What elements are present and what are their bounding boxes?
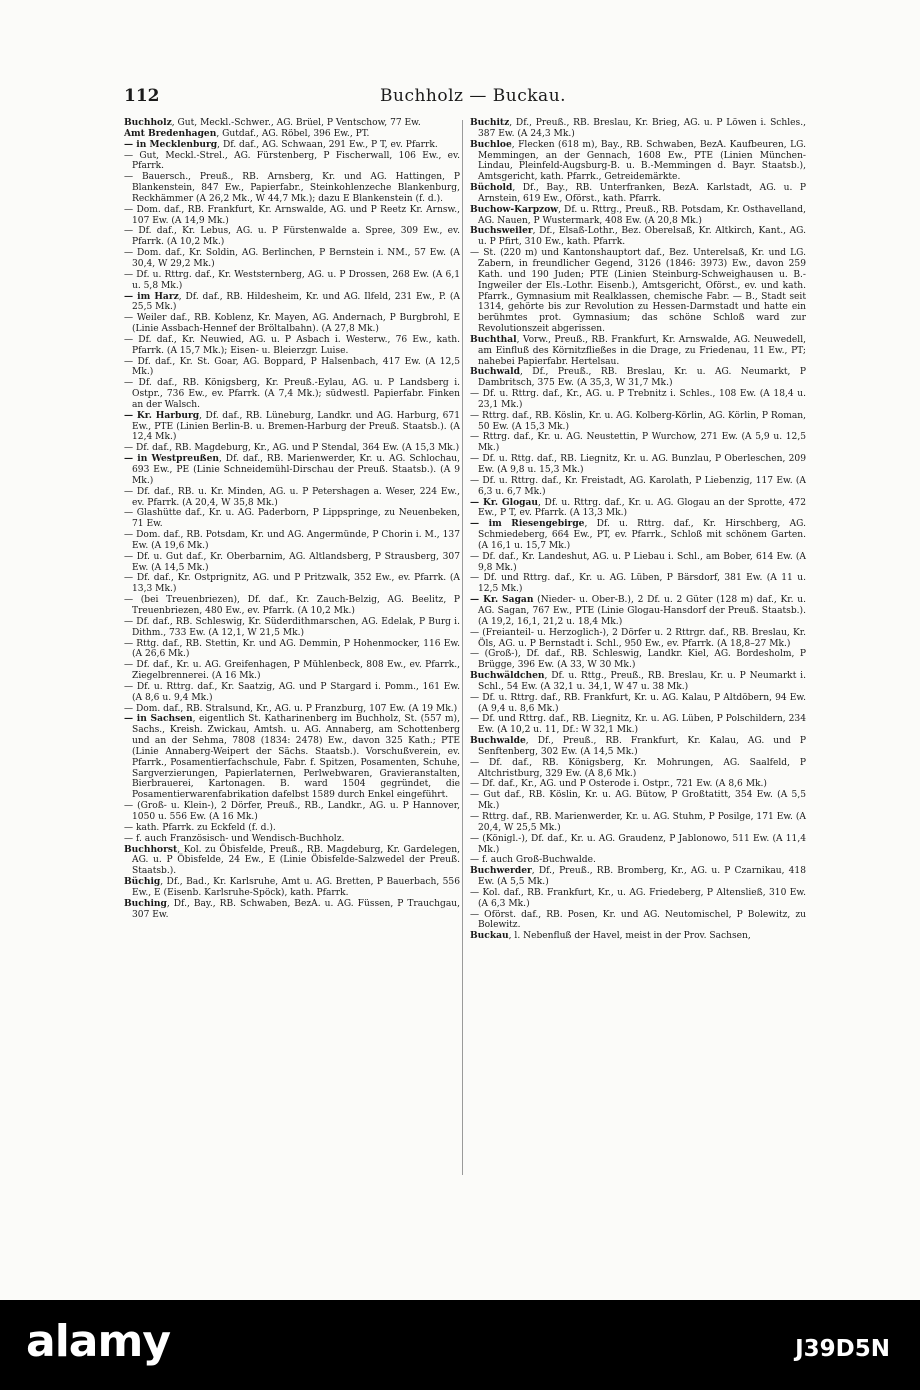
entry-headword: Buchloe xyxy=(470,138,512,150)
entry-text: , Kol. zu Öbisfelde, Preuß., RB. Magdeburg, Kr. Gardelegen, AG. u. P Öbisfelde, 24 Ew., E (Linie Öbisfelde-Salzwedel der Preuß. Staatsb.). xyxy=(132,844,460,877)
entry-text: , Df., Preuß., RB. Bromberg, Kr., AG. u. P Czarnikau, 418 Ew. (A 5,5 Mk.) xyxy=(478,866,806,888)
entry-text: , Df. u. Rttrg. daf., Kr. u. AG. Glogau an der Sprotte, 472 Ew., P T, ev. Pfarrk. (A 13,3 Mk.) xyxy=(478,497,806,519)
dictionary-entry xyxy=(470,758,806,780)
entry-text: , Df. u. Rttg., Preuß., RB. Breslau, Kr. u. P Neumarkt i. Schl., 54 Ew. (A 32,1 u. 34,1, W 47 u. 38 Mk.) xyxy=(478,671,806,692)
entry-text: , Df. daf., AG. Schwaan, 291 Ew., P T, ev. Pfarrk. xyxy=(217,139,438,150)
dictionary-entry xyxy=(124,270,460,292)
dictionary-entry xyxy=(470,812,806,834)
entry-text: — Bauersch., Preuß., RB. Arnsberg, Kr. und AG. Hattingen, P Blankenstein, 847 Ew., Papierfabr., Steinkohlenzeche Blankenburg, Reckhämmer (A 26,2 Mk., W 44,7 Mk.); dazu E Blankenstein (f. d.). xyxy=(124,172,460,204)
dictionary-entry xyxy=(470,118,806,140)
dictionary-entry xyxy=(124,140,460,151)
entry-text: — Df. und Rttrg. daf., Kr. u. AG. Lüben, P Bärsdorf, 381 Ew. (A 11 u. 12,5 Mk.) xyxy=(470,573,806,595)
dictionary-entry xyxy=(124,172,460,205)
dictionary-entry xyxy=(470,714,806,736)
entry-text: — kath. Pfarrk. zu Eckfeld (f. d.). xyxy=(124,822,276,833)
dictionary-entry xyxy=(470,573,806,595)
dictionary-entry xyxy=(124,313,460,335)
dictionary-entry xyxy=(470,595,806,628)
entry-headword: Buchthal xyxy=(470,333,517,345)
dictionary-entry xyxy=(470,671,806,693)
dictionary-entry xyxy=(470,693,806,715)
entry-text: — f. auch Groß-Buchwalde. xyxy=(470,855,596,866)
entry-text: , Df., Preuß., RB. Frankfurt, Kr. Kalau, AG. und P Senftenberg, 302 Ew. (A 14,5 Mk.) xyxy=(478,736,806,757)
dictionary-entry xyxy=(124,552,460,574)
dictionary-entry xyxy=(470,248,806,335)
dictionary-entry xyxy=(124,508,460,530)
entry-text: — Rttrg. daf., RB. Köslin, Kr. u. AG. Kolberg-Körlin, AG. Körlin, P Roman, 50 Ew. (A 15,3 Mk.) xyxy=(470,410,806,432)
entry-text: , Df., Elsaß-Lothr., Bez. Oberelsaß, Kr. Altkirch, Kant., AG. u. P Pfirt, 310 Ew., kath. Pfarrk. xyxy=(478,226,806,248)
entry-text: , Gut, Meckl.-Schwer., AG. Brüel, P Ventschow, 77 Ew. xyxy=(171,118,421,128)
dictionary-entry xyxy=(124,801,460,823)
entry-text: , Gutdaf., AG. Röbel, 396 Ew., PT. xyxy=(216,128,370,139)
entry-text: , Df., Bay., RB. Unterfranken, BezA. Karlstadt, AG. u. P Arnstein, 619 Ew., Oförst., kath. Pfarrk. xyxy=(478,183,806,204)
dictionary-entry xyxy=(470,140,806,183)
entry-text: — Df. daf., Kr., AG. und P Osterode i. Ostpr., 721 Ew. (A 8,6 Mk.) xyxy=(470,779,767,790)
entry-text: — f. auch Französisch- und Wendisch-Buchholz. xyxy=(124,833,345,844)
entry-text: , Df., Bad., Kr. Karlsruhe, Amt u. AG. Bretten, P Bauerbach, 556 Ew., E (Eisenb. Karlsruhe-Spöck), kath. Pfarrk. xyxy=(132,877,460,898)
dictionary-entry xyxy=(470,888,806,910)
dictionary-entry xyxy=(470,649,806,671)
entry-text: — Df. u. Rttrg. daf., Kr., AG. u. P Trebnitz i. Schles., 108 Ew. (A 18,4 u. 23,1 Mk.) xyxy=(470,389,806,410)
entry-text: — Dom. daf., RB. Frankfurt, Kr. Arnswalde, AG. und P Reetz Kr. Arnsw., 107 Ew. (A 14,9 Mk.) xyxy=(124,204,460,226)
entry-text: — Df. u. Rttrg. daf., RB. Frankfurt, Kr. u. AG. Kalau, P Altdöbern, 94 Ew. (A 9,4 u. 8,6 Mk.) xyxy=(470,692,806,714)
dictionary-entry xyxy=(470,411,806,433)
entry-headword: — in Sachsen xyxy=(124,713,193,725)
dictionary-entry xyxy=(470,736,806,758)
entry-text: , Vorw., Preuß., RB. Frankfurt, Kr. Arnswalde, AG. Neuwedell, am Einfluß des Körnitzfließes in die Drage, zu Friedenau, 11 Ew., PT; nahebei Papierfabr. Hertelsau. xyxy=(478,334,806,367)
dictionary-entry xyxy=(124,682,460,704)
entry-text: — Df. daf., Kr. Lebus, AG. u. P Fürstenwalde a. Spree, 309 Ew., ev. Pfarrk. (A 10,2 Mk.) xyxy=(124,226,460,248)
dictionary-entry xyxy=(470,226,806,248)
entry-headword: Buchholz xyxy=(124,117,172,128)
dictionary-entry xyxy=(470,498,806,520)
entry-text: , Df. daf., RB. Hildesheim, Kr. und AG. Ilfeld, 231 Ew., P. (A 25,5 Mk.) xyxy=(132,291,460,313)
dictionary-entry xyxy=(124,248,460,270)
dictionary-entry xyxy=(124,660,460,682)
dictionary-entry xyxy=(470,931,806,942)
entry-text: — (Königl.-), Df. daf., Kr. u. AG. Graudenz, P Jablonowo, 511 Ew. (A 11,4 Mk.) xyxy=(470,833,806,855)
dictionary-entry xyxy=(470,779,806,790)
dictionary-entry xyxy=(470,866,806,888)
entry-text: — Df. daf., RB. Schleswig, Kr. Süderdithmarschen, AG. Edelak, P Burg i. Dithm., 733 Ew. (A 12,1, W 21,5 Mk.) xyxy=(124,616,460,638)
entry-text: — Df. und Rttrg. daf., RB. Liegnitz, Kr. u. AG. Lüben, P Polschildern, 234 Ew. (A 10,2 u. 11, Df.: W 32,1 Mk.) xyxy=(470,714,806,736)
entry-text: — Df. daf., Kr. Neuwied, AG. u. P Asbach i. Westerw., 76 Ew., kath. Pfarrk. (A 15,7 Mk.); Eisen- u. Bleierzgr. Luise. xyxy=(124,334,460,356)
page-number: 112 xyxy=(124,86,160,106)
entry-headword: Buching xyxy=(124,897,167,909)
entry-text: — Df. daf., Kr. St. Goar, AG. Boppard, P Halsenbach, 417 Ew. (A 12,5 Mk.) xyxy=(124,356,460,378)
entry-text: — Gut, Meckl.-Strel., AG. Fürstenberg, P Fischerwall, 106 Ew., ev. Pfarrk. xyxy=(124,150,460,172)
entry-headword: Buckau xyxy=(470,930,509,942)
dictionary-entry xyxy=(124,226,460,248)
entry-text: — Df. daf., RB. u. Kr. Minden, AG. u. P Petershagen a. Weser, 224 Ew., ev. Pfarrk. (A 20,4, W 35,8 Mk.) xyxy=(124,486,460,508)
entry-text: — Df. u. Rttrg. daf., Kr. Weststernberg, AG. u. P Drossen, 268 Ew. (A 6,1 u. 5,8 Mk.) xyxy=(124,269,460,291)
entry-headword: Buchow-Karpzow xyxy=(470,203,559,215)
entry-headword: Buchhorst xyxy=(124,843,178,855)
entry-text: — Dom. daf., RB. Potsdam, Kr. und AG. Angermünde, P Chorin i. M., 137 Ew. (A 19,6 Mk.) xyxy=(124,530,460,551)
entry-text: (Nieder- u. Ober-B.), 2 Df. u. 2 Güter (128 m) daf., Kr. u. AG. Sagan, 767 Ew., PTE (Linie Glogau-Hansdorf der Preuß. Staatsb.). (A 19,2, 16,1, 21,2 u. 18,4 Mk.) xyxy=(478,595,806,627)
entry-text: — Df. daf., RB. Magdeburg, Kr., AG. und P Stendal, 364 Ew. (A 15,3 Mk.) xyxy=(124,443,460,454)
dictionary-entry xyxy=(124,823,460,834)
entry-headword: Buchitz xyxy=(470,117,510,128)
entry-text: , Df., Preuß., RB. Breslau, Kr. Brieg, AG. u. P Löwen i. Schles., 387 Ew. (A 24,3 Mk.) xyxy=(478,118,806,139)
entry-text: — Df. daf., RB. Königsberg, Kr. Preuß.-Eylau, AG. u. P Landsberg i. Ostpr., 736 Ew., ev. Pfarrk. (A 7,4 Mk.); südwestl. Papierfabr. Finken an der Walsch. xyxy=(124,378,460,410)
entry-text: — St. (220 m) und Kantonshauptort daf., Bez. Unterelsaß, Kr. und LG. Zabern, in freundlicher Gegend, 3126 (1846: 3973) Ew., davon 259 Kath. und 190 Juden; PTE (Linien Steinburg-Schweighausen u. B.-Ingweiler der Els.-Lothr. Eisenb.), Amtsgericht, Oförst., ev. und kath. Pfarrk., Gymnasium mit Realklassen, chemische Fabr. — B., Stadt seit 1314, gehörte bis zur Revolution zu Hessen-Darmstadt und hatte ein berühmtes prot. Gymnasium; das schöne Schloß ward zur Revolutionszeit abgerissen. xyxy=(470,248,806,335)
entry-text: — Df. daf., Kr. Ostprignitz, AG. und P Pritzwalk, 352 Ew., ev. Pfarrk. (A 13,3 Mk.) xyxy=(124,573,460,595)
alamy-logo: alamy xyxy=(26,1316,170,1367)
dictionary-entry xyxy=(470,552,806,574)
dictionary-entry xyxy=(124,845,460,878)
entry-text: — Df. u. Gut daf., Kr. Oberbarnim, AG. Altlandsberg, P Strausberg, 307 Ew. (A 14,5 Mk.) xyxy=(124,551,460,573)
dictionary-entry xyxy=(470,335,806,368)
dictionary-entry xyxy=(124,899,460,921)
column-divider xyxy=(462,120,463,1175)
running-title: Buchholz — Buckau. xyxy=(380,86,567,106)
entry-text: — Df. daf., Kr. u. AG. Greifenhagen, P Mühlenbeck, 808 Ew., ev. Pfarrk., Ziegelbrennerei. (A 16 Mk.) xyxy=(124,660,460,682)
entry-headword: Buchwald xyxy=(470,366,520,378)
entry-text: — Rttg. daf., RB. Stettin, Kr. und AG. Demmin, P Hohenmocker, 116 Ew. (A 26,6 Mk.) xyxy=(124,638,460,660)
entry-text: , l. Nebenfluß der Havel, meist in der Prov. Sachsen, xyxy=(508,931,751,942)
entry-text: — Df. daf., Kr. Landeshut, AG. u. P Liebau i. Schl., am Bober, 614 Ew. (A 9,8 Mk.) xyxy=(470,551,806,573)
dictionary-entry xyxy=(470,389,806,411)
entry-headword: Buchwerder xyxy=(470,865,532,877)
entry-text: — Df. u. Rttg. daf., RB. Liegnitz, Kr. u. AG. Bunzlau, P Oberleschen, 209 Ew. (A 9,8 u. 15,3 Mk.) xyxy=(470,454,806,475)
dictionary-entry xyxy=(124,335,460,357)
dictionary-entry xyxy=(124,877,460,899)
left-column xyxy=(124,118,460,920)
entry-text: , Df. u. Rttrg., Preuß., RB. Potsdam, Kr. Osthavelland, AG. Nauen, P Wustermark, 408 Ew. (A 20,8 Mk.) xyxy=(478,204,806,226)
dictionary-entry xyxy=(124,205,460,227)
dictionary-entry xyxy=(470,628,806,650)
entry-text: — Dom. daf., RB. Stralsund, Kr., AG. u. P Franzburg, 107 Ew. (A 19 Mk.) xyxy=(124,703,458,714)
entry-headword: — im Riesengebirge xyxy=(470,518,585,530)
dictionary-entry xyxy=(124,595,460,617)
entry-text: — Kol. daf., RB. Frankfurt, Kr., u. AG. Friedeberg, P Altensließ, 310 Ew. (A 6,3 Mk.) xyxy=(470,887,806,909)
dictionary-entry xyxy=(470,432,806,454)
entry-headword: Buchsweiler xyxy=(470,225,533,237)
entry-text: — (Groß- u. Klein-), 2 Dörfer, Preuß., RB., Landkr., AG. u. P Hannover, 1050 u. 556 Ew. (A 16 Mk.) xyxy=(124,801,460,822)
entry-text: — Df. u. Rttrg. daf., Kr. Saatzig, AG. und P Stargard i. Pomm., 161 Ew. (A 8,6 u. 9,4 Mk.) xyxy=(124,681,460,703)
dictionary-entry xyxy=(124,639,460,661)
entry-headword: — in Mecklenburg xyxy=(124,138,218,150)
entry-headword: Amt Bredenhagen xyxy=(124,127,217,139)
entry-headword: — Kr. Glogau xyxy=(470,496,539,508)
dictionary-entry xyxy=(470,476,806,498)
entry-text: , Df., Preuß., RB. Breslau, Kr. u. AG. Neumarkt, P Dambritsch, 375 Ew. (A 35,3, W 31,7 Mk.) xyxy=(478,367,806,389)
dictionary-entry xyxy=(124,357,460,379)
dictionary-entry xyxy=(470,910,806,932)
dictionary-entry xyxy=(124,714,460,801)
dictionary-entry xyxy=(124,292,460,314)
dictionary-entry xyxy=(124,151,460,173)
dictionary-entry xyxy=(470,790,806,812)
entry-text: — Oförst. daf., RB. Posen, Kr. und AG. Neutomischel, P Bolewitz, zu Bolewitz. xyxy=(470,909,806,931)
dictionary-entry xyxy=(470,205,806,227)
entry-headword: — Kr. Sagan xyxy=(470,594,534,606)
right-column xyxy=(470,118,806,942)
entry-text: — (Freianteil- u. Herzoglich-), 2 Dörfer u. 2 Rttrgr. daf., RB. Breslau, Kr. Öls, AG. u. P Bernstadt i. Schl., 950 Ew., ev. Pfarrk. (A 18,8–27 Mk.) xyxy=(470,627,806,649)
dictionary-entry xyxy=(470,367,806,389)
entry-text: , Flecken (618 m), Bay., RB. Schwaben, BezA. Kaufbeuren, LG. Memmingen, an der Gennach, 1608 Ew., PTE (Linien München-Lindau, Pleinfeld-Augsburg-B. u. B.-Memmingen d. Bayr. Staatsb.), Amtsgericht, kath. Pfarrk., Getreidemärkte. xyxy=(478,139,806,183)
entry-headword: Buchwalde xyxy=(470,735,526,747)
entry-headword: — in Westpreußen xyxy=(124,453,219,465)
dictionary-entry xyxy=(470,834,806,856)
entry-text: — Df. daf., RB. Königsberg, Kr. Mohrungen, AG. Saalfeld, P Altchristburg, 329 Ew. (A 8,6 Mk.) xyxy=(470,757,806,779)
entry-text: , Df. daf., RB. Lüneburg, Landkr. und AG. Harburg, 671 Ew., PTE (Linien Berlin-B. u. Bremen-Harburg der Preuß. Staatsb.). (A 12,4 Mk.) xyxy=(132,410,460,443)
dictionary-entry xyxy=(470,454,806,476)
dictionary-entry xyxy=(124,530,460,552)
dictionary-entry xyxy=(124,454,460,487)
entry-text: — Dom. daf., Kr. Soldin, AG. Berlinchen, P Bernstein i. NM., 57 Ew. (A 30,4, W 29,2 Mk.) xyxy=(124,248,460,269)
entry-text: — Rttrg. daf., Kr. u. AG. Neustettin, P Wurchow, 271 Ew. (A 5,9 u. 12,5 Mk.) xyxy=(470,432,806,454)
dictionary-entry xyxy=(124,617,460,639)
entry-text: — Df. u. Rttrg. daf., Kr. Freistadt, AG. Karolath, P Liebenzig, 117 Ew. (A 6,3 u. 6,7 Mk.) xyxy=(470,475,806,497)
dictionary-entry xyxy=(124,411,460,444)
entry-text: — Weiler daf., RB. Koblenz, Kr. Mayen, AG. Andernach, P Burgbrohl, E (Linie Assbach-Hennef der Bröltalbahn). (A 27,8 Mk.) xyxy=(124,313,460,335)
entry-text: — Gut daf., RB. Köslin, Kr. u. AG. Bütow, P Großtatitt, 354 Ew. (A 5,5 Mk.) xyxy=(470,790,806,812)
entry-text: , eigentlich St. Katharinenberg im Buchholz, St. (557 m), Sachs., Kreish. Zwickau, Amtsh. u. AG. Annaberg, am Schottenberg und an der Sehma, 7808 (1834: 2478) Ew., davon 325 Kath.; PTE (Linie Annaberg-Weipert der Sächs. Staatsb.). Vorschußverein, ev. Pfarrk., Posamentierfachschule, Fabr. f. Spitzen, Posamenten, Schuhe, Sargverzierungen, Papierlaternen, Perlwebwaren, Gravieranstalten, Bierbrauerei, Kartonagen. B. ward 1504 gegründet, die Posamentierwarenfabrikation dafelbst 1589 durch Enkel eingeführt. xyxy=(132,714,460,801)
entry-text: , Df. u. Rttrg. daf., Kr. Hirschberg, AG. Schmiedeberg, 664 Ew., PT, ev. Pfarrk., Schloß mit schönem Garten. (A 16,1 u. 15,7 Mk.) xyxy=(478,519,806,551)
entry-headword: — im Harz xyxy=(124,290,179,302)
dictionary-entry xyxy=(124,573,460,595)
entry-text: , Df., Bay., RB. Schwaben, BezA. u. AG. Füssen, P Trauchgau, 307 Ew. xyxy=(132,898,460,920)
entry-text: — Rttrg. daf., RB. Marienwerder, Kr. u. AG. Stuhm, P Posilge, 171 Ew. (A 20,4, W 25,5 Mk.) xyxy=(470,812,806,833)
entry-text: — (Groß-), Df. daf., RB. Schleswig, Landkr. Kiel, AG. Bordesholm, P Brügge, 396 Ew. (A 33, W 30 Mk.) xyxy=(470,649,806,671)
entry-headword: Büchig xyxy=(124,876,161,888)
entry-headword: — Kr. Harburg xyxy=(124,409,200,421)
dictionary-entry xyxy=(124,487,460,509)
dictionary-entry xyxy=(124,378,460,411)
entry-headword: Büchold xyxy=(470,182,513,194)
dictionary-entry xyxy=(470,519,806,552)
image-id: J39D5N xyxy=(795,1336,890,1362)
entry-text: — Glashütte daf., Kr. u. AG. Paderborn, P Lippspringe, zu Neuenbeken, 71 Ew. xyxy=(124,508,460,530)
dictionary-entry xyxy=(470,183,806,205)
entry-headword: Buchwäldchen xyxy=(470,670,545,682)
entry-text: — (bei Treuenbriezen), Df. daf., Kr. Zauch-Belzig, AG. Beelitz, P Treuenbriezen, 480 Ew., ev. Pfarrk. (A 10,2 Mk.) xyxy=(124,595,460,616)
entry-text: , Df. daf., RB. Marienwerder, Kr. u. AG. Schlochau, 693 Ew., PE (Linie Schneidemühl-Dirschau der Preuß. Staatsb.). (A 9 Mk.) xyxy=(132,454,460,486)
